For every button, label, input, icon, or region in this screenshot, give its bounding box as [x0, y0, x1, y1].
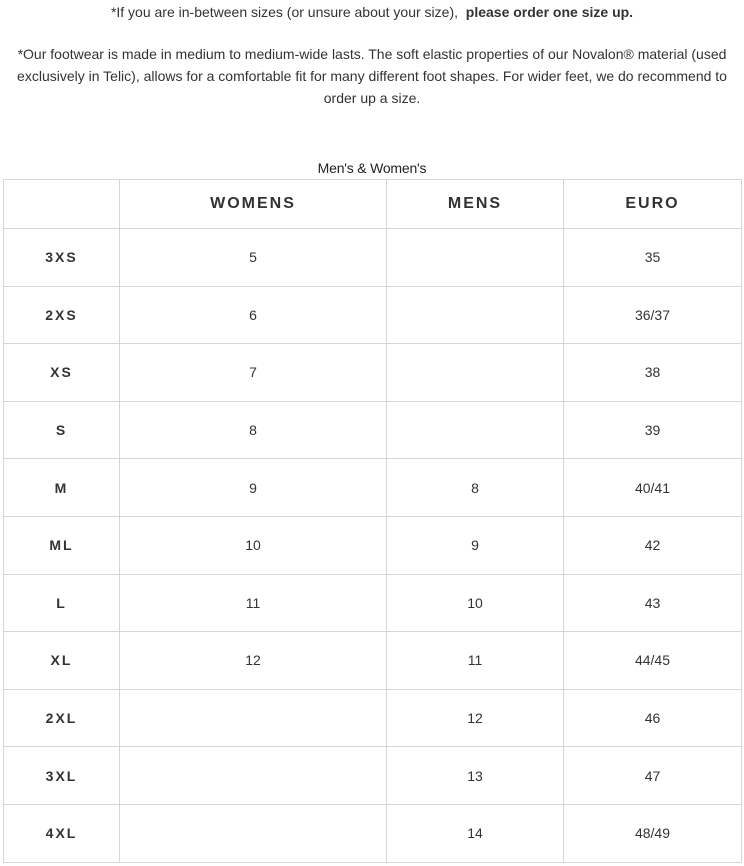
womens-cell: 9: [120, 459, 387, 517]
table-row: [4, 804, 742, 862]
size-cell: L: [4, 574, 120, 632]
mens-cell: 11: [387, 632, 564, 690]
womens-cell: [120, 747, 387, 805]
womens-cell: 8: [120, 401, 387, 459]
table-row: [4, 689, 742, 747]
euro-cell: 36/37: [564, 286, 742, 344]
size-cell: S: [4, 401, 120, 459]
fit-info-note: *Our footwear is made in medium to medium-wide lasts. The soft elastic properties of our Novalon® material (used exclusively in Telic), allows for a comfortable fit for many different foot shapes. For wider feet, we do recommend to order up a size.: [17, 46, 727, 106]
table-row: [4, 286, 742, 344]
table-header-row: [4, 180, 742, 229]
table-row: [4, 747, 742, 805]
euro-cell: 39: [564, 401, 742, 459]
euro-cell: 47: [564, 747, 742, 805]
womens-cell: 10: [120, 516, 387, 574]
euro-cell: 43: [564, 574, 742, 632]
header-womens: WOMENS: [120, 180, 387, 229]
size-advice-note: [0, 1, 744, 23]
size-cell: 2XS: [4, 286, 120, 344]
mens-cell: [387, 401, 564, 459]
euro-cell: 35: [564, 229, 742, 287]
table-row: [4, 344, 742, 402]
womens-cell: 5: [120, 229, 387, 287]
mens-cell: 10: [387, 574, 564, 632]
table-row: [4, 459, 742, 517]
euro-cell: 42: [564, 516, 742, 574]
table-caption: Men's & Women's: [317, 160, 427, 176]
size-table-body: [4, 229, 742, 863]
euro-cell: 40/41: [564, 459, 742, 517]
size-cell: 4XL: [4, 804, 120, 862]
size-cell: 3XS: [4, 229, 120, 287]
womens-cell: [120, 689, 387, 747]
size-advice-emphasis: please order one size up.: [465, 4, 634, 20]
header-size: [4, 180, 120, 229]
mens-cell: 14: [387, 804, 564, 862]
size-cell: 3XL: [4, 747, 120, 805]
euro-cell: 38: [564, 344, 742, 402]
size-cell: 2XL: [4, 689, 120, 747]
size-cell: XS: [4, 344, 120, 402]
womens-cell: [120, 804, 387, 862]
mens-cell: [387, 286, 564, 344]
womens-cell: 11: [120, 574, 387, 632]
table-row: [4, 401, 742, 459]
header-euro: EURO: [564, 180, 742, 229]
mens-cell: 12: [387, 689, 564, 747]
header-mens: MENS: [387, 180, 564, 229]
euro-cell: 46: [564, 689, 742, 747]
mens-cell: 8: [387, 459, 564, 517]
mens-cell: [387, 229, 564, 287]
euro-cell: 44/45: [564, 632, 742, 690]
table-row: [4, 632, 742, 690]
womens-cell: 12: [120, 632, 387, 690]
size-cell: XL: [4, 632, 120, 690]
mens-cell: 13: [387, 747, 564, 805]
size-cell: ML: [4, 516, 120, 574]
womens-cell: 6: [120, 286, 387, 344]
size-chart-table: [3, 179, 742, 863]
euro-cell: 48/49: [564, 804, 742, 862]
mens-cell: 9: [387, 516, 564, 574]
size-cell: M: [4, 459, 120, 517]
table-row: [4, 229, 742, 287]
womens-cell: 7: [120, 344, 387, 402]
size-advice-text: *If you are in-between sizes (or unsure about your size),: [110, 4, 458, 20]
table-row: [4, 516, 742, 574]
mens-cell: [387, 344, 564, 402]
table-row: [4, 574, 742, 632]
